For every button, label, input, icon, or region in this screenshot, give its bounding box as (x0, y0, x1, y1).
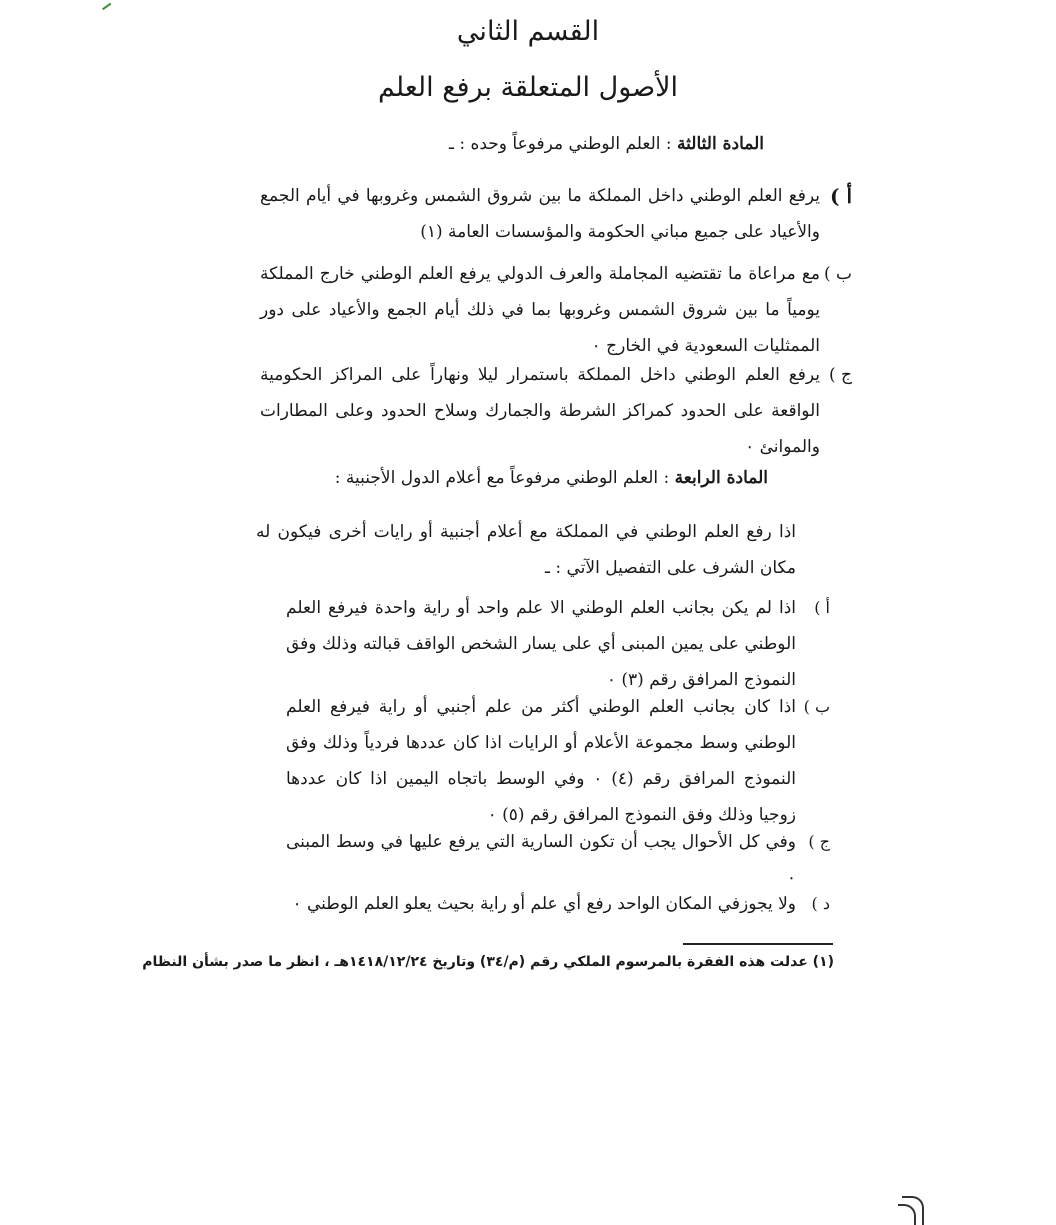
article-4-heading (335, 468, 768, 488)
article-4-intro: اذا رفع العلم الوطني في المملكة مع أعلام أجنبية أو رايات أخرى فيكون له مكان الشرف على التفصيل الآتي : ـ (256, 522, 796, 578)
corner-tick-mark (99, 0, 112, 10)
item-letter: ج ) (828, 365, 852, 385)
item-letter: د ) (811, 894, 830, 913)
item-text: وفي كل الأحوال يجب أن تكون السارية التي يرفع عليها في وسط المبنى ٠ (286, 832, 796, 888)
article-3-label: المادة الثالثة (677, 134, 764, 154)
item-text: يرفع العلم الوطني داخل المملكة ما بين شروق الشمس وغروبها في أيام الجمع والأعياد على جميع مباني الحكومة والمؤسسات العامة (١) (260, 186, 820, 242)
item-letter: أ ) (814, 598, 830, 617)
article-4-item-b (286, 689, 830, 833)
article-4-item-d (286, 886, 830, 922)
item-text: اذا لم يكن بجانب العلم الوطني الا علم واحد أو راية واحدة فيرفع العلم الوطني على يمين المبنى أي على يسار الشخص الواقف قبالته وذلك وفق النموذج المرافق رقم (٣) ٠ (286, 598, 796, 690)
item-letter: أ ) (830, 184, 852, 208)
article-3-text: : العلم الوطني مرفوعاً وحده : ـ (448, 134, 678, 154)
article-4-item-a (286, 590, 830, 698)
item-letter: ج ) (808, 832, 830, 851)
item-text: اذا كان بجانب العلم الوطني أكثر من علم أجنبي أو راية فيرفع العلم الوطني وسط مجموعة الأعلام أو الرايات اذا كان عددها فردياً وذلك وفق النموذج المرافق رقم (٤) ٠ وفي الوسط باتجاه اليمين اذا كان عددها زوجيا وذلك وفق النموذج المرافق رقم (٥) ٠ (286, 697, 796, 825)
section-title: القسم الثاني (456, 16, 600, 47)
article-3-heading (449, 134, 764, 154)
footnote: (١) عدلت هذه الفقرة بالمرسوم الملكي رقم (م/٣٤) وتاريخ ١٤١٨/١٢/٢٤هـ ، انظر ما صدر بشأن النظام (142, 954, 834, 970)
article-4-label: المادة الرابعة (674, 468, 768, 488)
article-3-item-b (260, 256, 852, 364)
article-3-item-c (260, 357, 852, 465)
item-text: ولا يجوزفي المكان الواحد رفع أي علم أو راية بحيث يعلو العلم الوطني ٠ (292, 894, 796, 914)
article-4-text: : العلم الوطني مرفوعاً مع أعلام الدول الأجنبية : (334, 468, 675, 488)
item-text: مع مراعاة ما تقتضيه المجاملة والعرف الدولي يرفع العلم الوطني خارج المملكة يومياً ما بين شروق الشمس وغروبها بما في ذلك أيام الجمع والأعياد على دور الممثليات السعودية في الخارج ٠ (260, 264, 820, 356)
item-letter: ب ) (823, 264, 852, 284)
item-text: يرفع العلم الوطني داخل المملكة باستمرار ليلا ونهاراً على المراكز الحكومية الواقعة على الحدود كمراكز الشرطة والجمارك وسلاح الحدود وعلى المطارات والموانئ ٠ (260, 365, 820, 457)
item-letter: ب ) (803, 697, 830, 716)
footnote-separator (683, 943, 833, 945)
article-3-item-a (260, 178, 852, 250)
section-subtitle: الأصول المتعلقة برفع العلم (377, 72, 679, 103)
